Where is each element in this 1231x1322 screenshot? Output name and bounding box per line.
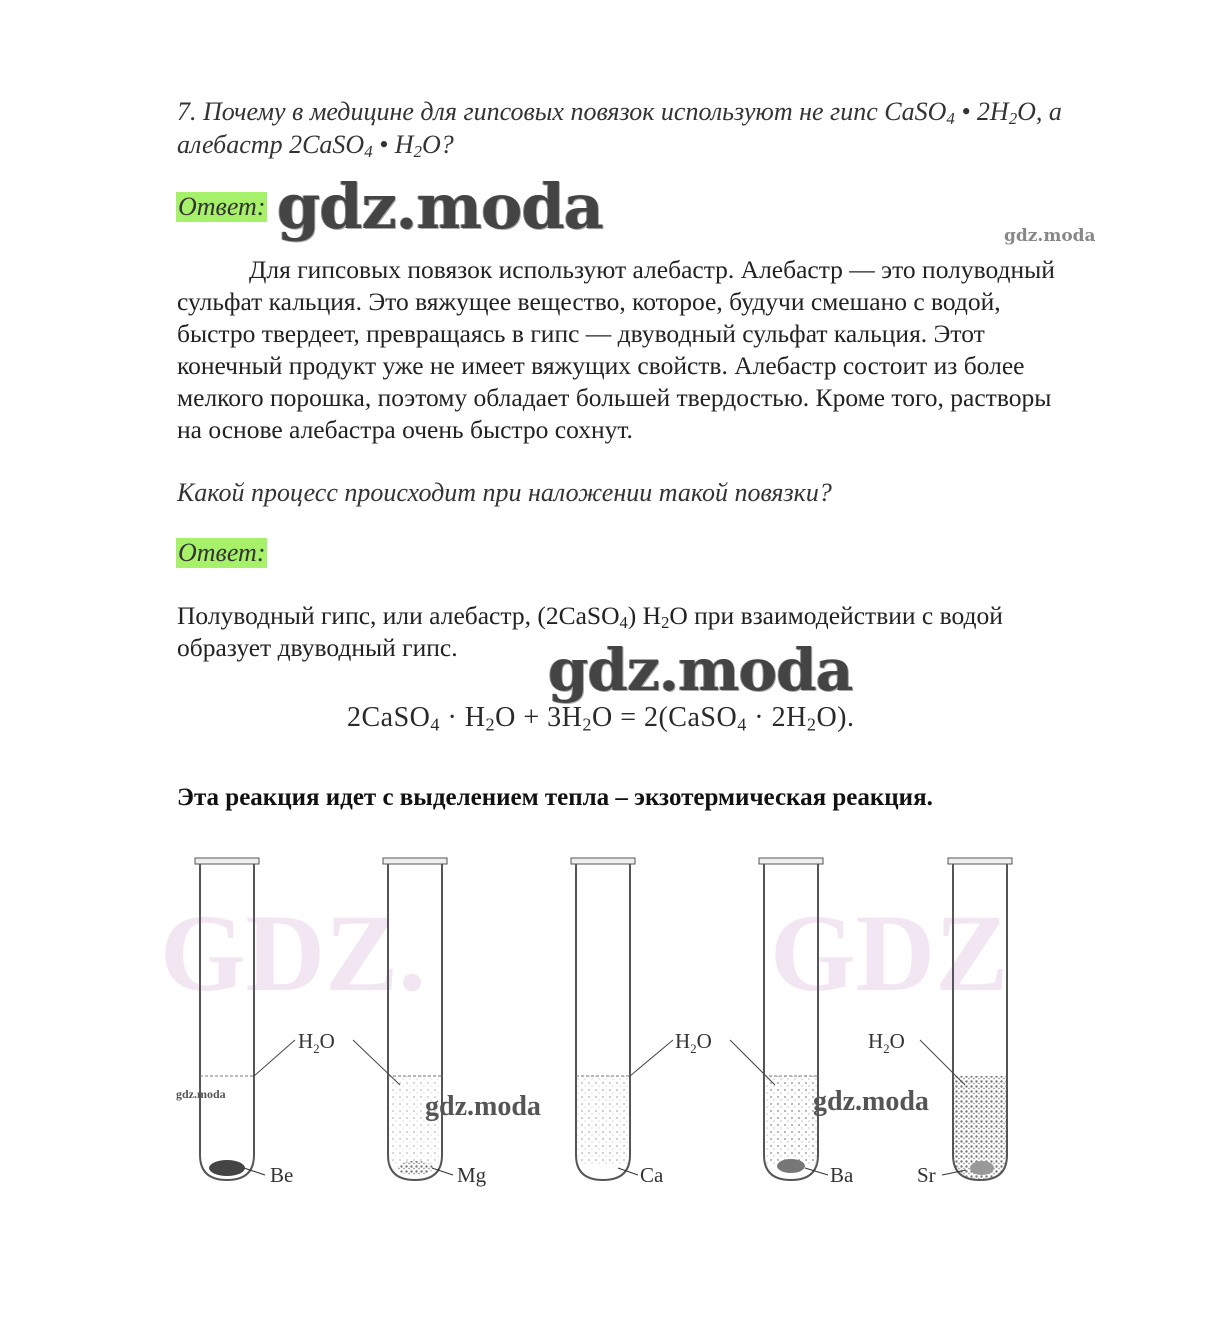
water-label-1: $H_2O$ [298, 1029, 335, 1056]
answer-1-line-4: конечный продукт уже не имеет вяжущих свойств. Алебастр состоит из более [177, 351, 1025, 380]
background-watermark-2: GDZ [770, 892, 1009, 1014]
answer-label-1: Ответ: [178, 192, 266, 221]
test-tubes-figure [160, 850, 1080, 1200]
answer-1-paragraph [177, 254, 1177, 446]
answer-1-line-3: быстро твердеет, превращаясь в гипс — двуводный сульфат кальция. Этот [177, 319, 985, 348]
second-question: Какой процесс происходит при наложении такой повязки? [177, 478, 832, 507]
watermark-small-2: gdz.moda [176, 1087, 226, 1101]
answer-1-line-2: сульфат кальция. Это вяжущее вещество, которое, будучи смешано с водой, [177, 287, 1001, 316]
metal-label-ba: Ba [830, 1163, 854, 1187]
watermark-small-1: gdz.moda [1004, 226, 1096, 246]
background-watermark: GDZ. [160, 892, 426, 1014]
conclusion-text: Эта реакция идет с выделением тепла – экзотермическая реакция. [177, 784, 933, 811]
metal-label-sr: Sr [917, 1163, 936, 1187]
watermark-mid-1: gdz.moda [425, 1091, 541, 1122]
watermark-logo-2: gdz.moda [548, 636, 853, 704]
question-text: 7. Почему в медицине для гипсовых повязок используют не гипс CaSO$_4$ • $2H_2O$, а алебастр 2CaSO$_4$ • $H_2O$? [177, 97, 1062, 162]
answer-2-line-2: образует двуводный гипс. [177, 633, 458, 662]
metal-label-mg: Mg [457, 1163, 487, 1187]
water-label-2: $H_2O$ [675, 1029, 712, 1056]
metal-label-ca: Ca [640, 1163, 664, 1187]
reaction-equation: 2CaSO$_4$ · $H_2O + 3H_2O$ = 2(CaSO$_4$ · $2H_2O$). [347, 702, 855, 735]
answer-label-2: Ответ: [178, 538, 266, 567]
watermark-mid-2: gdz.moda [813, 1086, 929, 1117]
answer-1-line-5: мелкого порошка, поэтому обладает большей твердостью. Кроме того, растворы [177, 383, 1052, 412]
test-tube-ca [571, 858, 638, 1180]
metal-label-be: Be [270, 1163, 294, 1187]
watermark-logo-1: gdz.moda [277, 170, 603, 243]
answer-2-line-1: Полуводный гипс, или алебастр, (2CaSO$_4$) $H_2O$ при взаимодействии с водой [177, 601, 1003, 633]
answer-1-line-6: на основе алебастра очень быстро сохнут. [177, 415, 633, 444]
water-label-3: $H_2O$ [868, 1029, 905, 1056]
answer-1-line-1: Для гипсовых повязок используют алебастр. Алебастр — это полуводный [249, 255, 1055, 284]
